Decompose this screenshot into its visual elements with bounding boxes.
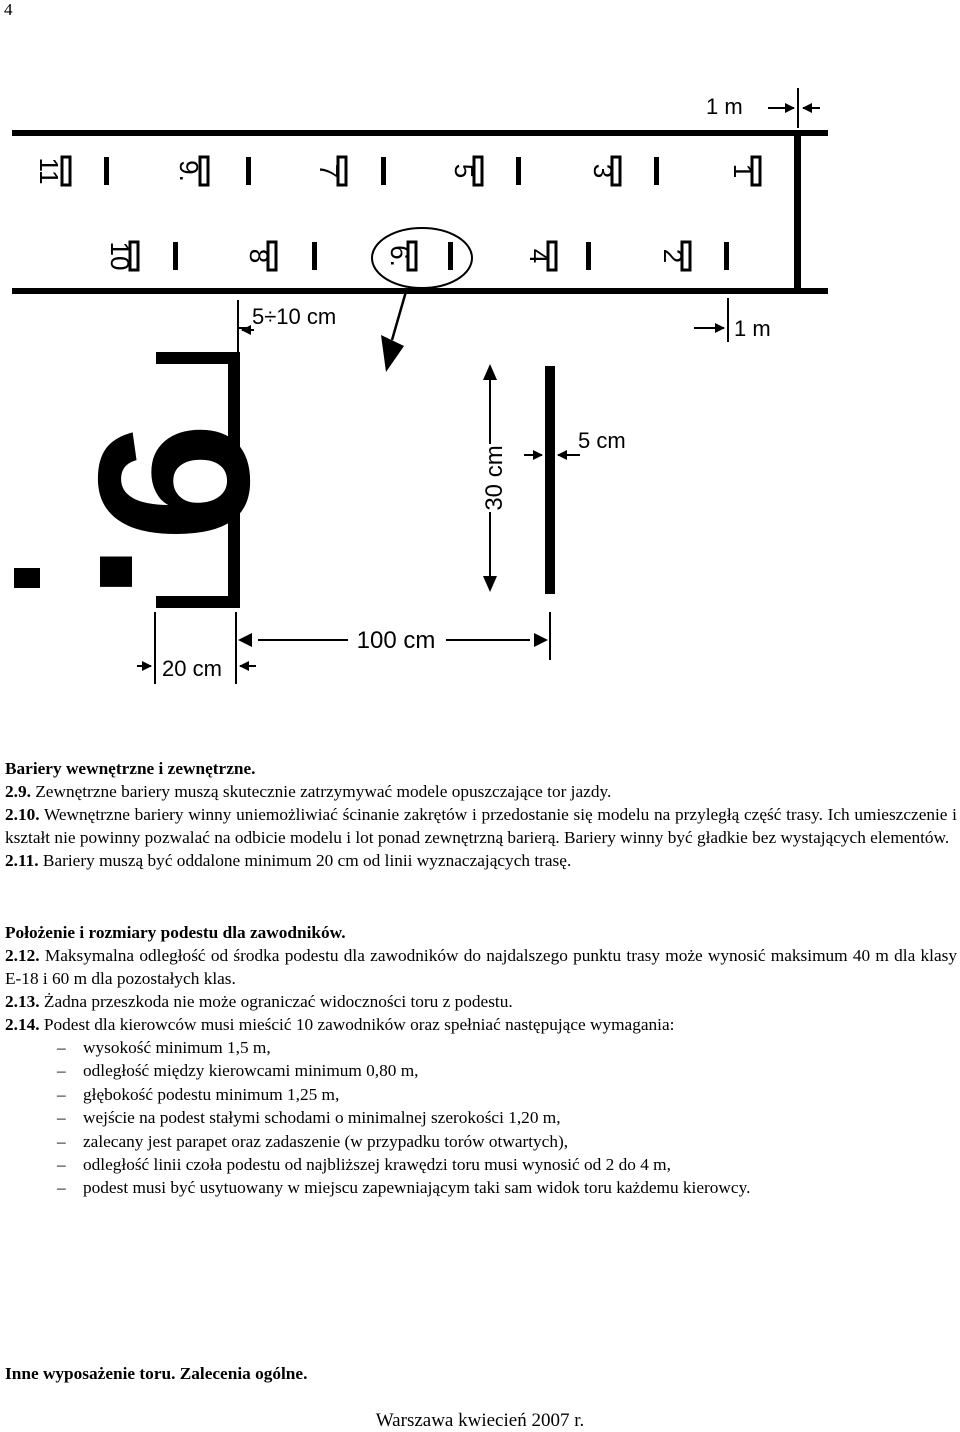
paragraph-2-12: 2.12. Maksymalna odległość od środka podestu dla zawodników do najdalszego punktu trasy może wynosić maksimum 40 m dla klasy E-18 i 60 m dla pozostałych klas. bbox=[5, 946, 957, 988]
barriers-section bbox=[5, 757, 957, 872]
marker-label-11: 11 bbox=[34, 157, 64, 185]
equipment-section bbox=[5, 1362, 957, 1385]
top-marker-row bbox=[34, 157, 760, 185]
marker-tick bbox=[104, 157, 109, 185]
track-marking-diagram bbox=[0, 0, 960, 700]
dim-1m-top: 1 m bbox=[706, 94, 743, 119]
paragraph-2-9: 2.9. Zewnętrzne bariery muszą skutecznie zatrzymywać modele opuszczające tor jazdy. bbox=[5, 782, 612, 801]
marker-tick bbox=[586, 242, 591, 270]
marker-label-8: 8 bbox=[244, 248, 274, 264]
list-item: – głębokość podestu minimum 1,25 m, bbox=[57, 1083, 957, 1106]
track-top-line bbox=[12, 130, 828, 136]
marker-tick bbox=[381, 157, 386, 185]
list-item: – wejście na podest stałymi schodami o minimalnej szerokości 1,20 m, bbox=[57, 1106, 957, 1129]
marker-label-2: 2 bbox=[658, 248, 688, 264]
marker-label-1: 1 bbox=[728, 163, 758, 179]
section-heading-podium: Położenie i rozmiary podestu dla zawodników. bbox=[5, 923, 346, 942]
dim-100cm: 100 cm bbox=[356, 627, 436, 654]
marker-label-6: 6. bbox=[385, 245, 415, 267]
paragraph-2-14: 2.14. Podest dla kierowców musi mieścić 10 zawodników oraz spełniać następujące wymagania: bbox=[5, 1015, 675, 1034]
section-heading-equipment: Inne wyposażenie toru. Zalecenia ogólne. bbox=[5, 1364, 308, 1383]
marker-tick bbox=[724, 242, 729, 270]
paragraph-2-13: 2.13. Żadna przeszkoda nie może ograniczać widoczności toru z podestu. bbox=[5, 992, 513, 1011]
section-heading-barriers: Bariery wewnętrzne i zewnętrzne. bbox=[5, 759, 256, 778]
barrier-bar bbox=[545, 366, 555, 594]
footer-city: Warszawa bbox=[375, 1410, 454, 1431]
paragraph-2-11: 2.11. Bariery muszą być oddalone minimum 20 cm od linii wyznaczających trasę. bbox=[5, 851, 572, 870]
marker-tick bbox=[654, 157, 659, 185]
list-item: – podest musi być usytuowany w miejscu zapewniającym taki sam widok toru każdemu kierowcy. bbox=[57, 1176, 957, 1199]
big-number-label: 9. bbox=[54, 422, 295, 602]
marker-tick bbox=[516, 157, 521, 185]
track-end-line bbox=[794, 130, 801, 294]
page-number: 4 bbox=[4, 0, 13, 19]
dim-5-10cm: 5÷10 cm bbox=[252, 304, 337, 329]
paragraph-2-10: 2.10. Wewnętrzne bariery winny uniemożliwiać ścinanie zakrętów i przedostanie się modelu na przyległą część trasy. Ich umieszczenie i kształt nie powinny pozwalać na odbicie modelu i lot ponad zewnętrzną barierą. Bariery winny być gładkie bez wystających elementów. bbox=[5, 805, 957, 847]
marker-label-7: 7 bbox=[314, 163, 344, 179]
podium-requirements-list bbox=[5, 1036, 957, 1200]
dim-5cm: 5 cm bbox=[578, 428, 626, 453]
footer-date: kwiecień 2007 r. bbox=[458, 1410, 585, 1431]
marker-tick bbox=[312, 242, 317, 270]
podium-section bbox=[5, 921, 957, 1200]
bottom-marker-row bbox=[105, 242, 729, 271]
list-item: – wysokość minimum 1,5 m, bbox=[57, 1036, 957, 1059]
marker-tick bbox=[448, 242, 453, 270]
list-item: – zalecany jest parapet oraz zadaszenie (w przypadku torów otwartych), bbox=[57, 1130, 957, 1153]
dim-1m-right: 1 m bbox=[734, 316, 771, 341]
pointer-arrowhead bbox=[381, 335, 404, 372]
marker-label-5: 5 bbox=[449, 163, 479, 179]
pointer-line bbox=[392, 288, 407, 340]
marker-tick bbox=[246, 157, 251, 185]
dim-20cm: 20 cm bbox=[162, 656, 222, 681]
list-item: – odległość między kierowcami minimum 0,80 m, bbox=[57, 1059, 957, 1082]
marker-label-3: 3 bbox=[588, 163, 618, 179]
marker-label-4: 4 bbox=[524, 248, 554, 264]
big-dot bbox=[14, 568, 40, 588]
dim-30cm-label: 30 cm bbox=[481, 445, 508, 511]
marker-label-9: 9. bbox=[174, 160, 204, 182]
marker-label-10: 10 bbox=[105, 241, 135, 271]
marker-tick bbox=[173, 242, 178, 270]
page-footer bbox=[0, 1410, 960, 1432]
list-item: – odległość linii czoła podestu od najbliższej krawędzi toru musi wynosić od 2 do 4 m, bbox=[57, 1153, 957, 1176]
